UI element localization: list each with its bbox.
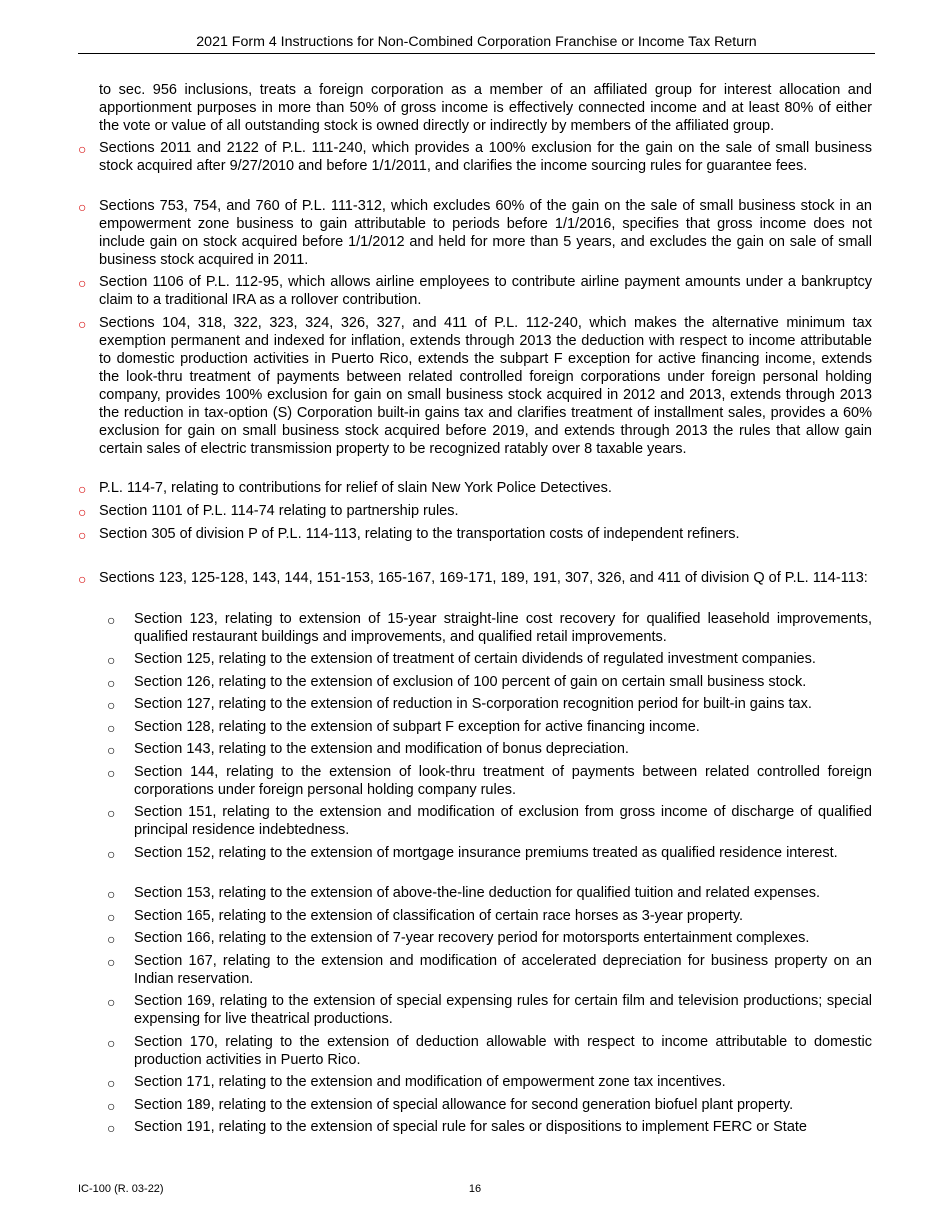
sub-list-item: Section 127, relating to the extension of reduction in S-corporation recognition period for built-in gains tax. (134, 696, 812, 712)
bullet-icon: ○ (107, 909, 116, 925)
continuation-paragraph: to sec. 956 inclusions, treats a foreign corporation as a member of an affiliated group for interest allocation and apportionment purposes in more than 50% of gross income is effectively connected income and at least 80% of either the vote or value of all outstanding stock is owned directly or indirectly by members of the affiliated group. (99, 82, 872, 134)
sub-list-item: Section 125, relating to the extension of treatment of certain dividends of regulated investment companies. (134, 651, 816, 667)
bullet-icon: ○ (107, 994, 116, 1010)
sub-list-item: Section 169, relating to the extension of special expensing rules for certain film and television productions; special expensing for live theatrical productions. (134, 993, 872, 1027)
sub-list-item: Section 126, relating to the extension of exclusion of 100 percent of gain on certain small business stock. (134, 674, 807, 690)
bullet-icon: ○ (107, 675, 116, 691)
bullet-icon: ○ (78, 481, 87, 497)
list-item: Sections 123, 125-128, 143, 144, 151-153, 165-167, 169-171, 189, 191, 307, 326, and 411 of division Q of P.L. 114-113: (99, 570, 868, 586)
list-item: Section 305 of division P of P.L. 114-113, relating to the transportation costs of independent refiners. (99, 526, 740, 542)
bullet-icon: ○ (107, 805, 116, 821)
list-item: Sections 104, 318, 322, 323, 324, 326, 327, and 411 of P.L. 112-240, which makes the alternative minimum tax exemption permanent and indexed for inflation, extends through 2013 the deduction with respect to income attributable to domestic production activities in Puerto Rico, extends the subpart F exception for active financing income, extends the look-thru treatment of payments between related controlled foreign corporations under foreign personal holding company, provides 100% exclusion for gain on small business stock acquired in 2012 and 2013, extends through 2013 the reduction in tax-option (S) Corporation built-in gains tax and clarifies treatment of installment sales, provides a 60% exclusion for gain on small business stock acquired before 2019, and extends through 2013 the rules that allow gain certain sales of electric transmission property to be recognized ratably over 8 taxable years. (99, 315, 872, 457)
bullet-icon: ○ (107, 612, 116, 628)
sub-list-item: Section 123, relating to extension of 15-year straight-line cost recovery for qualified leasehold improvements, qualified restaurant buildings and improvements, and qualified retail improvements. (134, 611, 872, 645)
sub-list-item: Section 144, relating to the extension of look-thru treatment of payments between related controlled foreign corporations under foreign personal holding company rules. (134, 764, 872, 798)
sub-list-item: Section 166, relating to the extension of 7-year recovery period for motorsports entertainment complexes. (134, 930, 810, 946)
bullet-icon: ○ (78, 275, 87, 291)
sub-list-item: Section 165, relating to the extension of classification of certain race horses as 3-year property. (134, 908, 744, 924)
bullet-icon: ○ (107, 1098, 116, 1114)
sub-list-item: Section 143, relating to the extension and modification of bonus depreciation. (134, 741, 629, 757)
sub-list-item: Section 151, relating to the extension and modification of exclusion from gross income of discharge of qualified principal residence indebtedness. (134, 804, 872, 838)
bullet-icon: ○ (107, 720, 116, 736)
bullet-icon: ○ (78, 141, 87, 157)
bullet-icon: ○ (78, 316, 87, 332)
bullet-icon: ○ (107, 765, 116, 781)
bullet-icon: ○ (107, 1075, 116, 1091)
sub-list-item: Section 171, relating to the extension and modification of empowerment zone tax incentives. (134, 1074, 726, 1090)
bullet-icon: ○ (107, 846, 116, 862)
bullet-icon: ○ (107, 954, 116, 970)
bullet-icon: ○ (107, 742, 116, 758)
sub-list-item: Section 167, relating to the extension and modification of accelerated depreciation for business property on an Indian reservation. (134, 953, 872, 987)
bullet-icon: ○ (107, 931, 116, 947)
bullet-icon: ○ (78, 571, 87, 587)
sub-list-item: Section 153, relating to the extension of above-the-line deduction for qualified tuition and related expenses. (134, 885, 820, 901)
bullet-icon: ○ (107, 1035, 116, 1051)
page-header: 2021 Form 4 Instructions for Non-Combined Corporation Franchise or Income Tax Return (196, 34, 757, 50)
list-item: Section 1106 of P.L. 112-95, which allows airline employees to contribute airline payment amounts under a bankruptcy claim to a traditional IRA as a rollover contribution. (99, 274, 872, 308)
list-item: Sections 2011 and 2122 of P.L. 111-240, which provides a 100% exclusion for the gain on the sale of small business stock acquired after 9/27/2010 and before 1/1/2011, and clarifies the income sourcing rules for guarantee fees. (99, 140, 872, 174)
bullet-icon: ○ (78, 199, 87, 215)
sub-list-item: Section 189, relating to the extension of special allowance for second generation biofuel plant property. (134, 1097, 794, 1113)
bullet-icon: ○ (107, 886, 116, 902)
form-code: IC-100 (R. 03-22) (78, 1183, 164, 1195)
bullet-icon: ○ (78, 527, 87, 543)
page-number: 16 (468, 1183, 482, 1195)
bullet-icon: ○ (78, 504, 87, 520)
bullet-icon: ○ (107, 652, 116, 668)
bullet-icon: ○ (107, 1120, 116, 1136)
sub-list-item: Section 128, relating to the extension of subpart F exception for active financing income. (134, 719, 700, 735)
header-rule (78, 53, 875, 54)
sub-list-item: Section 191, relating to the extension of special rule for sales or dispositions to implement FERC or State (134, 1119, 807, 1135)
list-item: P.L. 114-7, relating to contributions for relief of slain New York Police Detectives. (99, 480, 612, 496)
list-item: Section 1101 of P.L. 114-74 relating to partnership rules. (99, 503, 459, 519)
list-item: Sections 753, 754, and 760 of P.L. 111-312, which excludes 60% of the gain on the sale of small business stock in an empowerment zone business to gain attributable to periods before 1/1/2016, specifies that gross income does not include gain on stock acquired before 1/1/2012 and held for more than 5 years, and excludes the gain on sale of small business stock acquired in 2011. (99, 198, 872, 268)
bullet-icon: ○ (107, 697, 116, 713)
sub-list-item: Section 170, relating to the extension of deduction allowable with respect to income attributable to domestic production activities in Puerto Rico. (134, 1034, 872, 1068)
sub-list-item: Section 152, relating to the extension of mortgage insurance premiums treated as qualified residence interest. (134, 845, 838, 861)
